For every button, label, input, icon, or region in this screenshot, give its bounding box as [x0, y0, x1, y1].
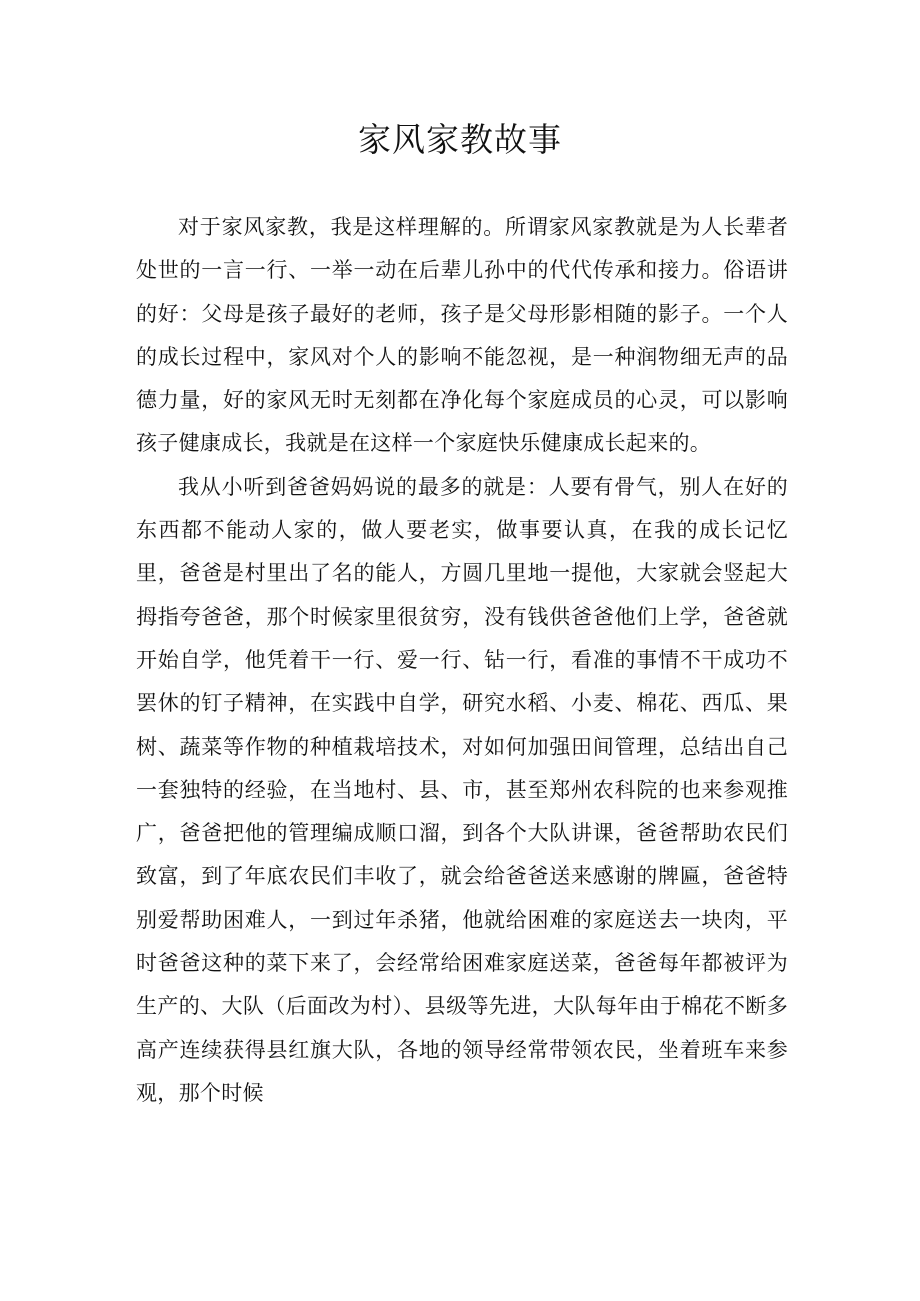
paragraph-1: 对于家风家教，我是这样理解的。所谓家风家教就是为人长辈者处世的一言一行、一举一动在后辈儿孙中的代代传承和接力。俗语讲的好：父母是孩子最好的老师，孩子是父母形影相随的影子。一个人的成长过程中，家风对个人的影响不能忽视，是一种润物细无声的品德力量，好的家风无时无刻都在净化每个家庭成员的心灵，可以影响孩子健康成长，我就是在这样一个家庭快乐健康成长起来的。 [136, 215, 788, 456]
document-body [136, 206, 788, 1115]
paragraph-2: 我从小听到爸爸妈妈说的最多的就是：人要有骨气，别人在好的东西都不能动人家的，做人要老实，做事要认真，在我的成长记忆里，爸爸是村里出了名的能人，方圆几里地一提他，大家就会竖起大拇指夸爸爸，那个时候家里很贫穷，没有钱供爸爸他们上学，爸爸就开始自学，他凭着干一行、爱一行、钻一行，看准的事情不干成功不罢休的钉子精神，在实践中自学，研究水稻、小麦、棉花、西瓜、果树、蔬菜等作物的种植栽培技术，对如何加强田间管理，总结出自己一套独特的经验，在当地村、县、市，甚至郑州农科院的也来参观推广，爸爸把他的管理编成顺口溜，到各个大队讲课，爸爸帮助农民们致富，到了年底农民们丰收了，就会给爸爸送来感谢的牌匾，爸爸特别爱帮助困难人，一到过年杀猪，他就给困难的家庭送去一块肉，平时爸爸这种的菜下来了，会经常给困难家庭送菜，爸爸每年都被评为生产的、大队（后面改为村）、县级等先进，大队每年由于棉花不断多高产连续获得县红旗大队，各地的领导经常带领农民，坐着班车来参观，那个时候 [136, 474, 788, 1105]
document-title: 家风家教故事 [358, 120, 562, 159]
